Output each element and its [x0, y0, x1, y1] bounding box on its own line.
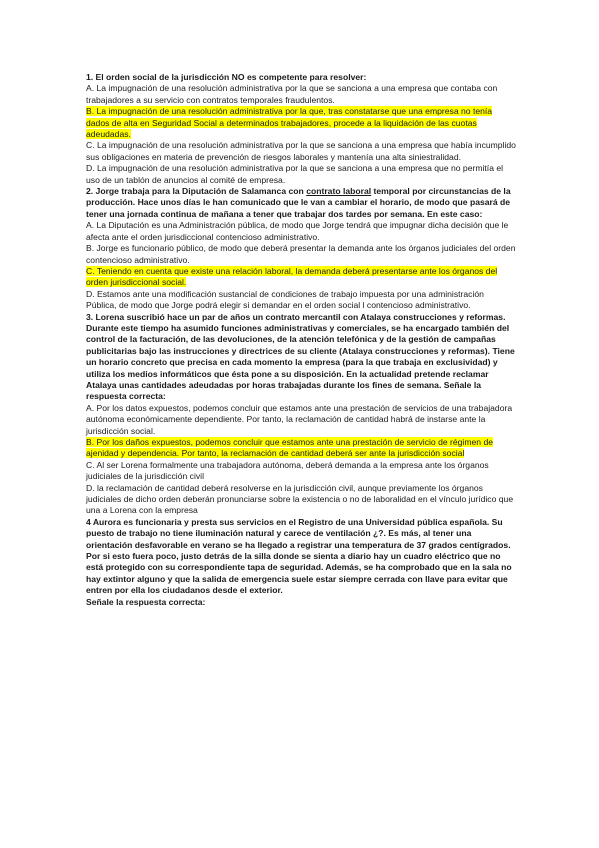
option-text: C. Teniendo en cuenta que existe una relación laboral, la demanda deberá presentarse ante los órganos del orden jurisdiccional social.: [86, 265, 498, 288]
question-text: [86, 312, 516, 403]
answer-option: [86, 483, 516, 517]
option-text: A. Por los datos expuestos, podemos concluir que estamos ante una prestación de servicios de una trabajadora autónoma económicamente dependiente. Por tanto, la reclamación de cantidad habrá de instarse ante la jurisdicción social.: [86, 402, 513, 436]
answer-option: [86, 403, 516, 437]
answer-option: [86, 83, 516, 106]
underlined-term: contrato laboral: [306, 186, 372, 197]
option-text: D. La impugnación de una resolución administrativa por la que se sanciona a una empresa que no permitía el uso de un tablón de anuncios al comité de empresa.: [86, 163, 504, 185]
answer-option-highlighted: [86, 437, 516, 460]
option-text: B. Por los daños expuestos, podemos concluir que estamos ante una prestación de servicio de régimen de ajenidad y dependencia. Por tanto, la reclamación de cantidad deberá ser ante la jurisdicción social: [86, 437, 494, 459]
question-segment: 2. Jorge trabaja para la Diputación de Salamanca con: [86, 186, 307, 197]
answer-option: [86, 140, 516, 163]
answer-option: [86, 289, 516, 312]
answer-option: [86, 220, 516, 243]
option-text: D. Estamos ante una modificación sustancial de condiciones de trabajo impuesta por una administración Pública, de modo que Jorge podrá elegir si demandar en el orden social l contencioso administrativo.: [86, 288, 484, 311]
answer-option-highlighted: [86, 106, 516, 140]
answer-option: [86, 243, 516, 266]
option-text: D. la reclamación de cantidad deberá resolverse en la jurisdicción civil, aunque previamente los órganos judiciales de dicho orden deberán pronunciarse sobre la existencia o no de laboralidad en el vínculo jurídico que una a Lorena con la empresa: [86, 482, 514, 516]
option-text: C. Al ser Lorena formalmente una trabajadora autónoma, deberá demanda a la empresa ante los órganos judiciales de la jurisdicción civil: [86, 459, 489, 482]
question-text: [86, 186, 516, 220]
question-segment: 3. Lorena suscribió hace un par de años un contrato mercantil con Atalaya construcciones y reformas. Durante este tiempo ha asumido funciones administrativas y comerciales, se ha encargado también del control de la facturación, de las devoluciones, de la atención telefónica y de la gestión de campañas publicitarias bajo las instrucciones y directrices de su cliente (Atalaya construcciones y reformas). Tiene un horario concreto que precisa en cada momento la empresa (para la que trabaja en exclusividad) y utiliza los medios informáticos que ésta pone a su disposición. En la actualidad pretende reclamar Atalaya unas cantidades adeudadas por horas trabajadas durante los fines de semana. Señale la respuesta correcta:: [86, 311, 515, 402]
option-text: A. La impugnación de una resolución administrativa por la que se sanciona a una empresa que contaba con trabajadores a su servicio con contratos temporales fraudulentos.: [86, 83, 498, 105]
option-text: A. La Diputación es una Administración pública, de modo que Jorge tendrá que impugnar dicha decisión que le afecta ante el orden jurisdiccional contencioso administrativo.: [86, 220, 509, 242]
option-text: B. La impugnación de una resolución administrativa por la que, tras constatarse que una empresa no tenía dados de alta en Seguridad Social a determinados trabajadores, procede a la liquidación de las cuotas adeudadas.: [86, 106, 493, 140]
answer-option: [86, 163, 516, 186]
option-text: B. Jorge es funcionario público, de modo que deberá presentar la demanda ante los órganos judiciales del orden contencioso administrativo.: [86, 243, 516, 265]
question-text: [86, 72, 516, 83]
question-segment: Señale la respuesta correcta:: [86, 596, 206, 607]
question-segment: temporal por circunstancias de la producción. Hace unos días le han comunicado que le van a cambiar el horario, de modo que pasará de tener una jornada continua de mañana a tener que trabajar dos tardes por semana. En este caso:: [86, 186, 511, 219]
answer-option: [86, 460, 516, 483]
option-text: C. La impugnación de una resolución administrativa por la que se sanciona a una empresa que había incumplido sus obligaciones en materia de prevención de riesgos laborales y mantenía una alta siniestralidad.: [86, 140, 516, 162]
answer-option-highlighted: [86, 266, 516, 289]
question-text: [86, 517, 516, 597]
document-body: [86, 72, 516, 608]
question-text: [86, 597, 516, 608]
question-segment: 1. El orden social de la jurisdicción NO es competente para resolver:: [86, 72, 367, 82]
question-segment: 4 Aurora es funcionaria y presta sus servicios en el Registro de una Universidad pública española. Su puesto de trabajo no tiene iluminación natural y carece de ventilación ¿?. Es más, al tener una orientación desfavorable en verano se ha llegado a registrar una temperatura de 37 grados centígrados. Por si esto fuera poco, justo detrás de la silla donde se sienta a diario hay un cuadro eléctrico que no está protegido con su correspondiente tapa de seguridad. Además, se ha comprobado que en la sala no hay extintor alguno y que la salida de emergencia suele estar siempre cerrada con llave para evitar que entren por ella los ciudadanos desde el exterior.: [86, 516, 512, 596]
